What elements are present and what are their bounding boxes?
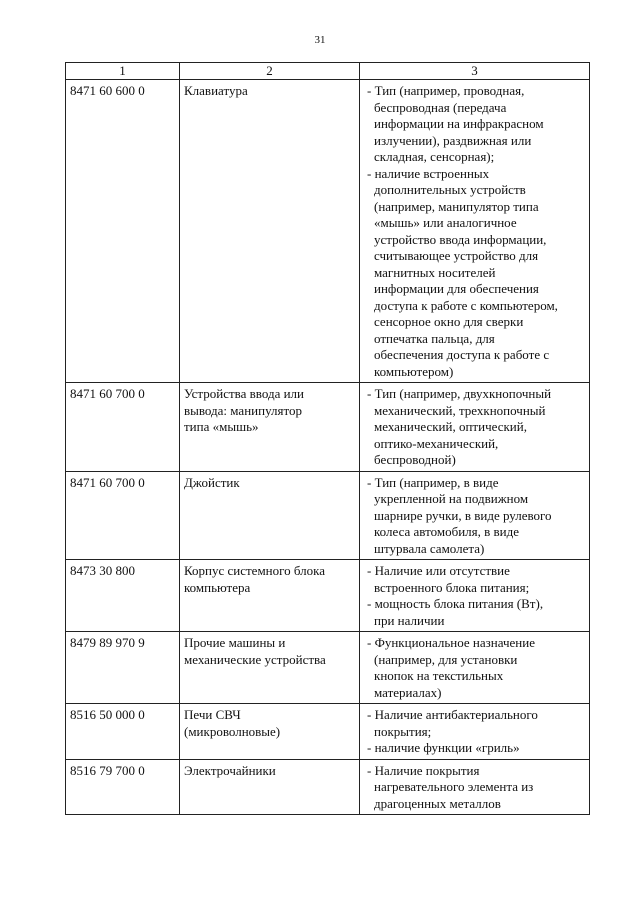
- feature-line: механический, трехкнопочный: [374, 402, 546, 418]
- tn-ved-code: 8471 60 700 0: [66, 471, 180, 560]
- product-features: [360, 704, 590, 760]
- feature-line: - Наличие или отсутствие: [367, 563, 510, 578]
- tn-ved-code: 8516 50 000 0: [66, 704, 180, 760]
- feature-line: материалах): [374, 684, 442, 700]
- feature-line: - Наличие антибактериального: [367, 707, 538, 722]
- product-features: [360, 471, 590, 560]
- feature-line: информации на инфракрасном: [374, 116, 544, 131]
- product-name-line: Печи СВЧ: [184, 707, 241, 722]
- table-row: [66, 80, 590, 383]
- product-name-line: Джойстик: [184, 474, 240, 490]
- feature-line: беспроводная (передача: [374, 99, 507, 115]
- feature-line: складная, сенсорная);: [374, 149, 495, 164]
- product-features: [360, 80, 590, 383]
- product-name: [180, 471, 360, 560]
- feature-line: - Функциональное назначение: [367, 635, 535, 650]
- tn-ved-code: 8516 79 700 0: [66, 759, 180, 815]
- table-row: [66, 383, 590, 472]
- column-header-3: 3: [360, 63, 590, 80]
- table-row: [66, 759, 590, 815]
- feature-line: оптико-механический,: [374, 435, 499, 451]
- product-name-line: Прочие машины и: [184, 635, 286, 650]
- feature-line: информации для обеспечения: [374, 281, 539, 296]
- feature-line: покрытия;: [374, 723, 432, 739]
- product-name-line: вывода: манипулятор: [184, 402, 302, 418]
- feature-line: шарнире ручки, в виде рулевого: [374, 507, 552, 523]
- feature-line: штурвала самолета): [374, 540, 485, 556]
- product-name: [180, 759, 360, 815]
- column-header-1: 1: [66, 63, 180, 80]
- product-name-line: типа «мышь»: [184, 419, 259, 434]
- table-row: [66, 704, 590, 760]
- feature-line: магнитных носителей: [374, 264, 496, 280]
- feature-line: компьютером): [374, 363, 454, 379]
- product-name: [180, 383, 360, 472]
- product-features: [360, 560, 590, 632]
- product-name: [180, 632, 360, 704]
- feature-line: колеса автомобиля, в виде: [374, 524, 519, 539]
- feature-line: - наличие встроенных: [367, 165, 490, 181]
- page-number: 31: [314, 34, 326, 46]
- product-name-line: механические устройства: [184, 651, 326, 667]
- feature-line: (например, манипулятор типа: [374, 198, 539, 214]
- product-name-line: (микроволновые): [184, 723, 281, 739]
- feature-line: «мышь» или аналогичное: [374, 215, 517, 230]
- product-features: [360, 632, 590, 704]
- product-name-line: Клавиатура: [184, 83, 248, 98]
- feature-line: (например, для установки: [374, 651, 518, 667]
- tn-ved-code: 8471 60 600 0: [66, 80, 180, 383]
- feature-line: беспроводной): [374, 452, 456, 467]
- feature-line: излучении), раздвижная или: [374, 132, 532, 148]
- feature-line: устройство ввода информации,: [374, 231, 547, 247]
- table-row: [66, 632, 590, 704]
- feature-line: - Тип (например, в виде: [367, 474, 499, 490]
- tn-ved-code: 8473 30 800: [66, 560, 180, 632]
- column-header-2: 2: [180, 63, 360, 80]
- goods-table: [65, 62, 590, 815]
- feature-line: - Наличие покрытия: [367, 762, 480, 778]
- product-name: [180, 704, 360, 760]
- product-name-line: Электрочайники: [184, 762, 276, 778]
- product-name: [180, 560, 360, 632]
- tn-ved-code: 8479 89 970 9: [66, 632, 180, 704]
- feature-line: отпечатка пальца, для: [374, 330, 495, 346]
- feature-line: - мощность блока питания (Вт),: [367, 596, 544, 611]
- feature-line: доступа к работе с компьютером,: [374, 297, 558, 313]
- feature-line: при наличии: [374, 612, 445, 628]
- feature-line: - Тип (например, двухкнопочный: [367, 386, 552, 401]
- table-header-row: [66, 63, 590, 80]
- product-features: [360, 383, 590, 472]
- feature-line: - наличие функции «гриль»: [367, 740, 520, 755]
- product-features: [360, 759, 590, 815]
- product-name: [180, 80, 360, 383]
- feature-line: дополнительных устройств: [374, 182, 526, 197]
- product-name-line: Устройства ввода или: [184, 386, 304, 401]
- feature-line: укрепленной на подвижном: [374, 491, 529, 506]
- product-name-line: компьютера: [184, 579, 251, 595]
- feature-line: считывающее устройство для: [374, 248, 539, 263]
- table-row: [66, 560, 590, 632]
- feature-line: - Тип (например, проводная,: [367, 83, 525, 98]
- feature-line: кнопок на текстильных: [374, 668, 504, 683]
- feature-line: встроенного блока питания;: [374, 579, 530, 595]
- product-name-line: Корпус системного блока: [184, 563, 326, 578]
- tn-ved-code: 8471 60 700 0: [66, 383, 180, 472]
- feature-line: обеспечения доступа к работе с: [374, 347, 550, 362]
- feature-line: механический, оптический,: [374, 419, 527, 434]
- feature-line: сенсорное окно для сверки: [374, 314, 524, 329]
- table-row: [66, 471, 590, 560]
- feature-line: драгоценных металлов: [374, 795, 501, 811]
- feature-line: нагревательного элемента из: [374, 779, 534, 794]
